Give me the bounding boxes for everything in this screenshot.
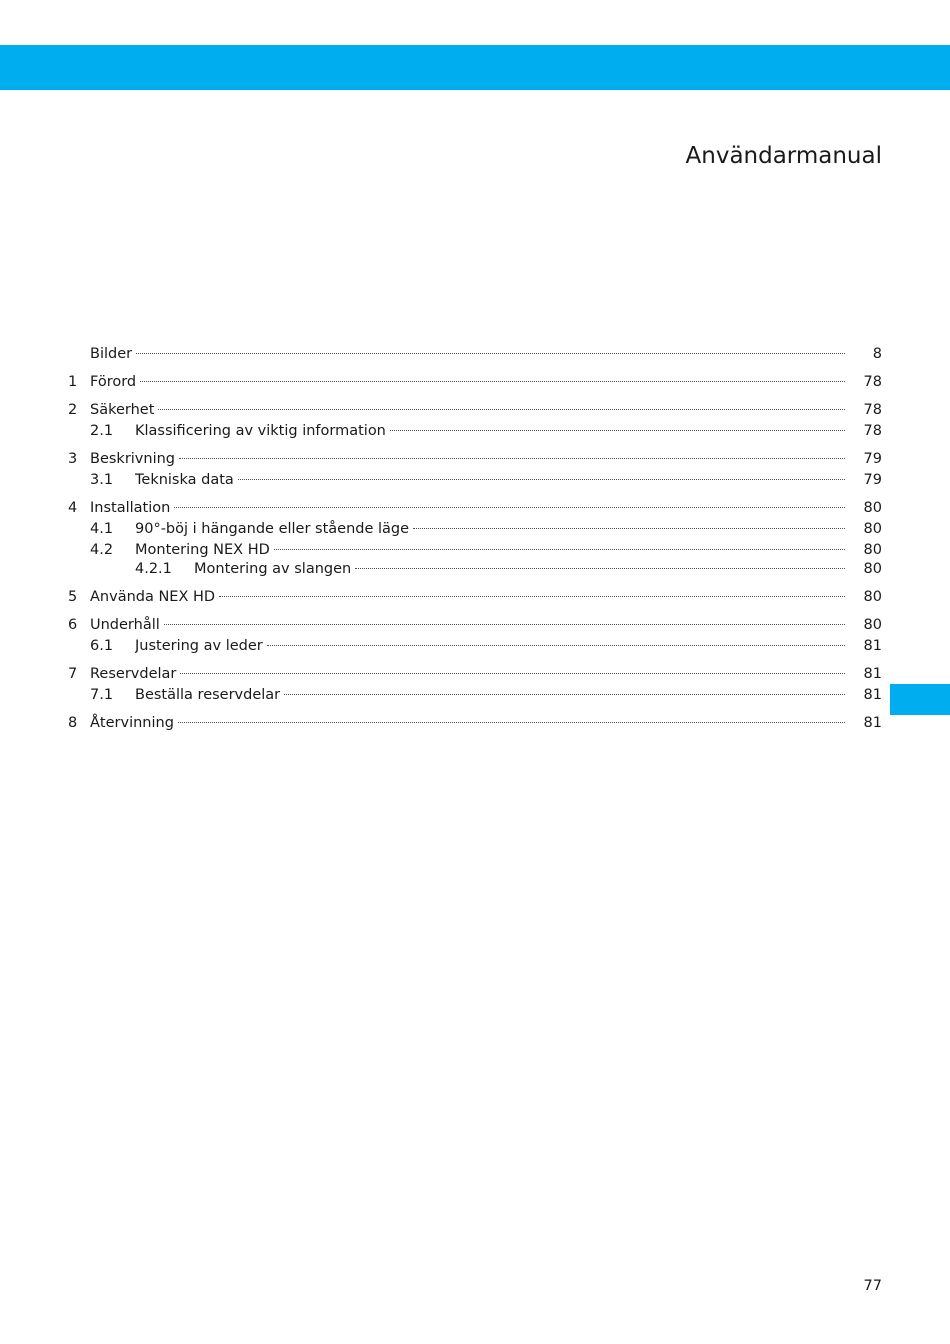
toc-number: 8 [68,715,78,731]
toc-label: Klassificering av viktig information [135,423,386,439]
toc-page: 79 [863,472,882,488]
dot-leader [179,458,845,459]
toc-number: 7 [68,666,78,682]
toc-label: Säkerhet [90,402,155,418]
page-number: 77 [863,1278,882,1294]
toc-entry [90,449,845,469]
toc-page: 80 [863,617,882,633]
toc-page: 81 [863,666,882,682]
toc-label: Förord [90,374,137,390]
toc-row[interactable] [0,713,950,733]
toc-row[interactable] [0,372,950,392]
toc-page: 81 [863,715,882,731]
toc-row[interactable] [0,421,950,441]
toc-number: 3 [68,451,78,467]
toc-entry [135,421,845,441]
toc-number: 4 [68,500,78,516]
toc-entry [135,540,845,560]
toc-entry [90,372,845,392]
toc-number: 2.1 [90,423,114,439]
toc-page: 80 [863,521,882,537]
header-color-band [0,45,950,90]
toc-number: 4.2 [90,542,114,558]
toc-label: Montering NEX HD [135,542,270,558]
page-title: Användarmanual [685,143,882,169]
toc-row[interactable] [0,636,950,656]
toc-page: 80 [863,542,882,558]
toc-entry [90,615,845,635]
dot-leader [158,409,845,410]
dot-leader [355,568,845,569]
dot-leader [413,528,845,529]
toc-page: 80 [863,561,882,577]
toc-entry [90,498,845,518]
toc-entry [90,400,845,420]
toc-label: Reservdelar [90,666,177,682]
toc-page: 80 [863,589,882,605]
toc-page: 81 [863,638,882,654]
toc-row[interactable] [0,587,950,607]
toc-page: 79 [863,451,882,467]
toc-row[interactable] [0,615,950,635]
toc-number: 5 [68,589,78,605]
toc-number: 3.1 [90,472,114,488]
toc-label: Beställa reservdelar [135,687,281,703]
toc-number: 4.1 [90,521,114,537]
toc-row[interactable] [0,559,950,579]
toc-label: Återvinning [90,715,174,731]
dot-leader [180,673,845,674]
dot-leader [267,645,845,646]
toc-row[interactable] [0,664,950,684]
toc-label: Installation [90,500,171,516]
toc-label: Justering av leder [135,638,263,654]
toc-label: 90°-böj i hängande eller stående läge [135,521,410,537]
dot-leader [136,353,845,354]
toc-label: Montering av slangen [194,561,352,577]
dot-leader [164,624,845,625]
toc-row[interactable] [0,540,950,560]
toc-entry [90,713,845,733]
toc-row[interactable] [0,400,950,420]
toc-entry [135,636,845,656]
toc-entry [194,559,845,579]
toc-number: 2 [68,402,78,418]
dot-leader [140,381,845,382]
toc-label: Tekniska data [135,472,234,488]
dot-leader [390,430,845,431]
toc-label: Underhåll [90,617,160,633]
toc-number: 7.1 [90,687,114,703]
toc-number: 6 [68,617,78,633]
toc-page: 8 [872,346,882,362]
dot-leader [274,549,845,550]
toc-entry [90,344,845,364]
toc-row[interactable] [0,344,950,364]
toc-row[interactable] [0,685,950,705]
dot-leader [284,694,845,695]
dot-leader [174,507,845,508]
toc-entry [135,685,845,705]
dot-leader [178,722,845,723]
toc-entry [135,519,845,539]
toc-page: 78 [863,374,882,390]
toc-row[interactable] [0,519,950,539]
toc-page: 80 [863,500,882,516]
toc-page: 78 [863,402,882,418]
dot-leader [219,596,845,597]
dot-leader [238,479,845,480]
toc-number: 6.1 [90,638,114,654]
toc-number: 4.2.1 [135,561,172,577]
toc-row[interactable] [0,470,950,490]
toc-page: 78 [863,423,882,439]
toc-row[interactable] [0,449,950,469]
toc-number: 1 [68,374,78,390]
toc-row[interactable] [0,498,950,518]
toc-page: 81 [863,687,882,703]
toc-entry [90,664,845,684]
toc-label: Använda NEX HD [90,589,216,605]
toc-entry [90,587,845,607]
toc-entry [135,470,845,490]
toc-label: Bilder [90,346,133,362]
toc-label: Beskrivning [90,451,176,467]
